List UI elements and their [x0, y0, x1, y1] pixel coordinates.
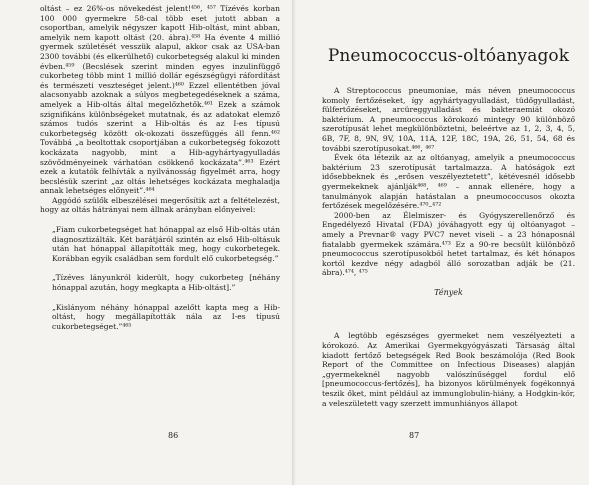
chapter-title: Pneumococcus-oltóanyagok — [327, 46, 570, 66]
right-paragraph-3: 2000-ben az Élelmiszer- és Gyógyszerellenőrző és Engedélyező Hivatal (FDA) jóváhagyott egy új oltóanyagot – amely a Prevnar® vagy PVC7 nevet viseli – a 23 hónaposnál fiatalabb gyermekek számára.⁴⁷³ Ez a 90-re becsült különböző pneumococcus szerotípusokból hetet tartalmaz, és két hónapos kortól kezdve négy adagból álló sorozatban adják be (21. ábra).⁴⁷⁴, ⁴⁷⁵ — [322, 210, 575, 278]
section-heading-facts: Tények — [434, 287, 463, 297]
facts-paragraph: A legtöbb egészséges gyermeket nem veszélyezteti a kórokozó. Az Amerikai Gyermekgyógyászati Társaság által kiadott fertőző betegségek Red Book beszámolója (Red Book Report of the Committee on Infectious Diseases) alapján „gyermekeknél nagyobb valószínűséggel fordul elő [pneumococcus-fertőzés], ha bizonyos körülmények fogékonnyá teszik őket, mint például az immunglobulin-hiány, a Hodgkin-kór, a veleszületett vagy szerzett immunhiányos állapot — [322, 331, 575, 408]
page-number-left: 86 — [168, 431, 179, 440]
left-page — [0, 0, 294, 485]
page-number-right: 87 — [409, 431, 420, 440]
left-paragraph-2: Aggódó szülők elbeszélései megerősítik azt a feltételezést, hogy az oltás hátrányai nem állnak arányban előnyeivel: — [40, 195, 280, 215]
left-paragraph-1: oltást – ez 26%-os növekedést jelent!⁴⁵⁶, ⁴⁵⁷ Tízévés korban 100 000 gyermekre 58-cal több eset jutott abban a csoportban, amelyik négyszer kapott Hib-oltást, mint abban, amelyik nem kapott oltást (20. ábra).⁴⁵⁸ Ha évente 4 millió gyermek születését vesszük alapul, akkor csak az USA-ban 2300 további (és elkerülhető) cukorbetegség alakul ki minden évben.⁴⁵⁹ (Becslések szerint minden egyes inzulinfüggő cukorbeteg több mint 1 millió dollár egészségügyi ráfordítást és természeti veszteséget jelent.)⁴⁶⁰ Ezzel ellentétben jóval alacsonyabb azoknak a súlyos megbetegedéseknek a száma, amelyek a Hib-oltás által megelőzhetők.⁴⁶¹ Ezek a számok szignifikáns különbségeket mutatnak, és az adatokat elemző számos tudós szerint a Hib-oltás és az I-es típusú cukorbetegség között ok-okozati összefüggés áll fenn.⁴⁶² Továbbá „a beoltottak csoportjában a cukorbetegség fokozott kockázata nagyobb, mint a Hib-agyhártyagyulladás szövődményeinek várhatóan csökkenő kockázata”.⁴⁶³ Ezért ezek a kutatók felhívták a nyilvánosság figyelmét arra, hogy becslésük szerint „az oltás lehetséges kockázata meghaladja annak lehetséges előnyeit”.⁴⁶⁴ — [40, 4, 280, 196]
right-paragraph-2: Évek óta létezik az az oltóanyag, amelyik a pneumococcus baktérium 23 szerotípusát tartalmazza. A hatóságok ezt idősebbeknek és „erősen veszélyeztetett”, kétévesnél idősebb gyermekeknek ajánlják⁴⁶⁸, ⁴⁶⁹ – annak ellenére, hogy a tanulmányok alapján hatástalan a pneumococcusos okozta fertőzések megelőzésére.⁴⁷⁰–⁴⁷² — [322, 153, 575, 211]
parent-quote-1: „Fiam cukorbetegséget hat hónappal az első Hib-oltás után diagnosztizálták. Két barátjáról szintén az első Hib-oltásuk után hat hónappal állapították meg, hogy cukorbetegek. Korábban egyik családban sem fordult elő cukorbetegség.” — [52, 225, 280, 263]
parent-quote-3: „Kislányom néhány hónappal azelőtt kapta meg a Hib-oltást, hogy megállapították nála az I-es típusú cukorbetegséget.”⁴⁶⁵ — [52, 302, 280, 331]
left-page-body — [40, 4, 280, 331]
parent-quote-2: „Tízéves lányunkról kiderült, hogy cukorbeteg [néhány hónappal azután, hogy megkapta a Hib-oltást].” — [52, 273, 280, 293]
right-paragraph-1: A Streptococcus pneumoniae, más néven pneumococcus komoly fertőzéseket, így agyhártyagyulladást, tüdőgyulladást, fülfertőzéseket, arcüreggyulladást és bakteraemiát okozó baktérium. A pneumococcus körokozó mintegy 90 különböző szerotípusát lehet megkülönböztetni, beleértve az 1, 2, 3, 4, 5, 6B, 7F, 8, 9N, 9V, 10A, 11A, 12F, 18C, 19A, 26, 51, 54, 68 és további szerotípusokat.⁴⁶⁶, ⁴⁶⁷ — [322, 86, 575, 153]
right-page — [294, 0, 589, 485]
right-page-body — [322, 86, 575, 408]
